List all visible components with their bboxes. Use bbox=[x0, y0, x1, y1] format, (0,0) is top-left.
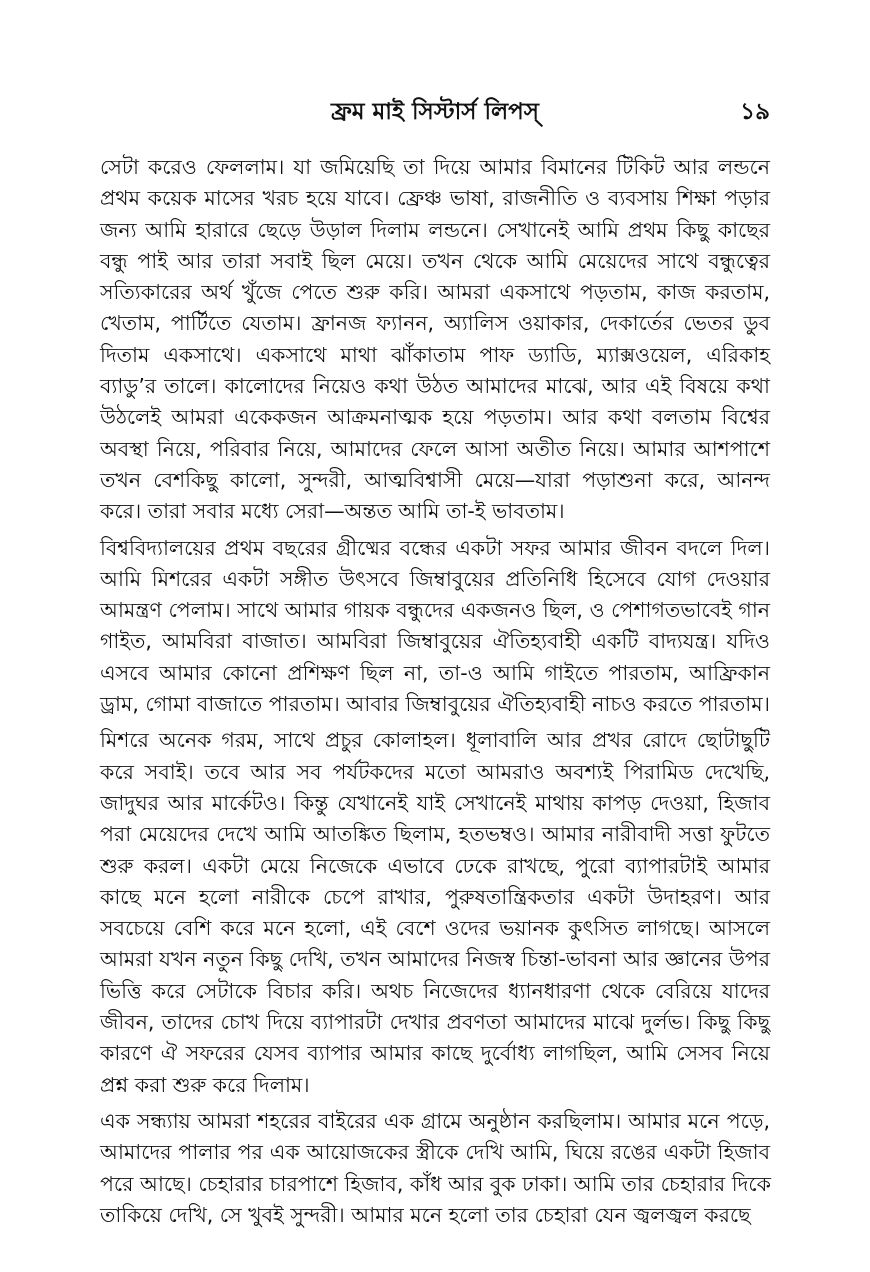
running-title: ফ্রম মাই সিস্টার্স লিপস্ bbox=[331, 99, 539, 125]
text-line: আমি মিশরের একটা সঙ্গীত উৎসবে জিম্বাবুয়ের প্রতিনিধি হিসেবে যোগ দেওয়ার bbox=[100, 566, 770, 591]
text-line: ভিত্তি করে সেটাকে বিচার করি। অথচ নিজেদের ধ্যানধারণা থেকে বেরিয়ে যাদের bbox=[100, 978, 770, 1003]
text-line: বন্ধু পাই আর তারা সবাই ছিল মেয়ে। তখন থেকে আমি মেয়েদের সাথে বন্ধুত্বের bbox=[100, 248, 770, 273]
text-line: করে সবাই। তবে আর সব পর্যটকদের মতো আমরাও অবশ্যই পিরামিড দেখেছি, bbox=[100, 759, 770, 784]
paragraph bbox=[100, 725, 770, 1101]
text-line: কাছে মনে হলো নারীকে চেপে রাখার, পুরুষতান্ত্রিকতার একটা উদাহরণ। আর bbox=[100, 884, 770, 909]
text-line: জন্য আমি হারারে ছেড়ে উড়াল দিলাম লন্ডনে। সেখানেই আমি প্রথম কিছু কাছের bbox=[100, 217, 770, 242]
paragraph bbox=[100, 533, 770, 721]
text-line: শুরু করল। একটা মেয়ে নিজেকে এভাবে ঢেকে রাখছে, পুরো ব্যাপারটাই আমার bbox=[100, 853, 770, 878]
text-line: সেটা করেও ফেললাম। যা জমিয়েছি তা দিয়ে আমার বিমানের টিকিট আর লন্ডনে bbox=[100, 155, 770, 179]
paragraph bbox=[100, 1106, 770, 1231]
running-header bbox=[100, 92, 770, 132]
text-line: জীবন, তাদের চোখ দিয়ে ব্যাপারটা দেখার প্রবণতা আমাদের মাঝে দুর্লভ। কিছু কিছু bbox=[100, 1010, 770, 1035]
text-line: কারণে ঐ সফরের যেসব ব্যাপার আমার কাছে দুর্বোধ্য লাগছিল, আমি সেসব নিয়ে bbox=[100, 1041, 770, 1066]
text-line: পরে আছে। চেহারার চারপাশে হিজাব, কাঁধ আর বুক ঢাকা। আমি তার চেহারার দিকে bbox=[100, 1171, 771, 1196]
text-line: আমাদের পালার পর এক আয়োজকের স্ত্রীকে দেখি আমি, ঘিয়ে রঙের একটা হিজাব bbox=[100, 1140, 770, 1165]
text-line: আমরা যখন নতুন কিছু দেখি, তখন আমাদের নিজস্ব চিন্তা-ভাবনা আর জ্ঞানের উপর bbox=[100, 947, 770, 972]
text-line: প্রথম কয়েক মাসের খরচ হয়ে যাবে। ফ্রেঞ্চ ভাষা, রাজনীতি ও ব্যবসায় শিক্ষা পড়ার bbox=[100, 186, 770, 211]
text-line: করে। তারা সবার মধ্যে সেরা—অন্তত আমি তা-ই ভাবতাম। bbox=[100, 499, 565, 524]
text-line: জাদুঘর আর মার্কেটও। কিন্তু যেখানেই যাই সেখানেই মাথায় কাপড় দেওয়া, হিজাব bbox=[100, 790, 770, 815]
page-number: ১৯ bbox=[740, 99, 770, 125]
body-text bbox=[100, 152, 770, 1236]
text-line: এসবে আমার কোনো প্রশিক্ষণ ছিল না, তা-ও আমি গাইতে পারতাম, আফ্রিকান bbox=[100, 660, 770, 685]
text-line: অবস্থা নিয়ে, পরিবার নিয়ে, আমাদের ফেলে আসা অতীত নিয়ে। আমার আশপাশে bbox=[100, 436, 770, 461]
text-line: উঠলেই আমরা একেকজন আক্রমনাত্মক হয়ে পড়তাম। আর কথা বলতাম বিশ্বের bbox=[100, 405, 770, 430]
text-line: ব্যাডু’র তালে। কালোদের নিয়েও কথা উঠত আমাদের মাঝে, আর এই বিষয়ে কথা bbox=[100, 374, 770, 399]
text-line: সবচেয়ে বেশি করে মনে হলো, এই বেশে ওদের ভয়ানক কুৎসিত লাগছে। আসলে bbox=[100, 916, 770, 941]
text-line: দিতাম একসাথে। একসাথে মাথা ঝাঁকাতাম পাফ ড্যাডি, ম্যাক্সওয়েল, এরিকাহ bbox=[100, 342, 770, 367]
text-line: মিশরে অনেক গরম, সাথে প্রচুর কোলাহল। ধূলাবালি আর প্রখর রোদে ছোটাছুটি bbox=[100, 728, 770, 753]
text-line: তখন বেশকিছু কালো, সুন্দরী, আত্মবিশ্বাসী মেয়ে—যারা পড়াশুনা করে, আনন্দ bbox=[100, 467, 770, 492]
text-line: এক সন্ধ্যায় আমরা শহরের বাইরের এক গ্রামে অনুষ্ঠান করছিলাম। আমার মনে পড়ে, bbox=[100, 1108, 770, 1133]
text-line: সত্যিকারের অর্থ খুঁজে পেতে শুরু করি। আমরা একসাথে পড়তাম, কাজ করতাম, bbox=[100, 280, 770, 305]
text-line: বিশ্ববিদ্যালয়ের প্রথম বছরের গ্রীষ্মের বন্ধের একটা সফর আমার জীবন বদলে দিল। bbox=[100, 535, 770, 560]
text-line: আমন্ত্রণ পেলাম। সাথে আমার গায়ক বন্ধুদের একজনও ছিল, ও পেশাগতভাবেই গান bbox=[100, 598, 770, 623]
text-line: পরা মেয়েদের দেখে আমি আতঙ্কিত ছিলাম, হতভম্বও। আমার নারীবাদী সত্তা ফুটতে bbox=[100, 822, 770, 847]
text-line: খেতাম, পার্টিতে যেতাম। ফ্রানজ ফ্যানন, অ্যালিস ওয়াকার, দেকার্তের ভেতর ডুব bbox=[100, 311, 770, 336]
text-line: ড্রাম, গোমা বাজাতে পারতাম। আবার জিম্বাবুয়ের ঐতিহ্যবাহী নাচও করতে পারতাম। bbox=[100, 692, 770, 717]
text-line: প্রশ্ন করা শুরু করে দিলাম। bbox=[100, 1072, 310, 1097]
paragraph bbox=[100, 152, 770, 528]
text-line: গাইত, আমবিরা বাজাত। আমবিরা জিম্বাবুয়ের ঐতিহ্যবাহী একটি বাদ্যযন্ত্র। যদিও bbox=[100, 629, 770, 654]
text-line: তাকিয়ে দেখি, সে খুবই সুন্দরী। আমার মনে হলো তার চেহারা যেন জ্বলজ্বল করছে bbox=[100, 1202, 751, 1227]
